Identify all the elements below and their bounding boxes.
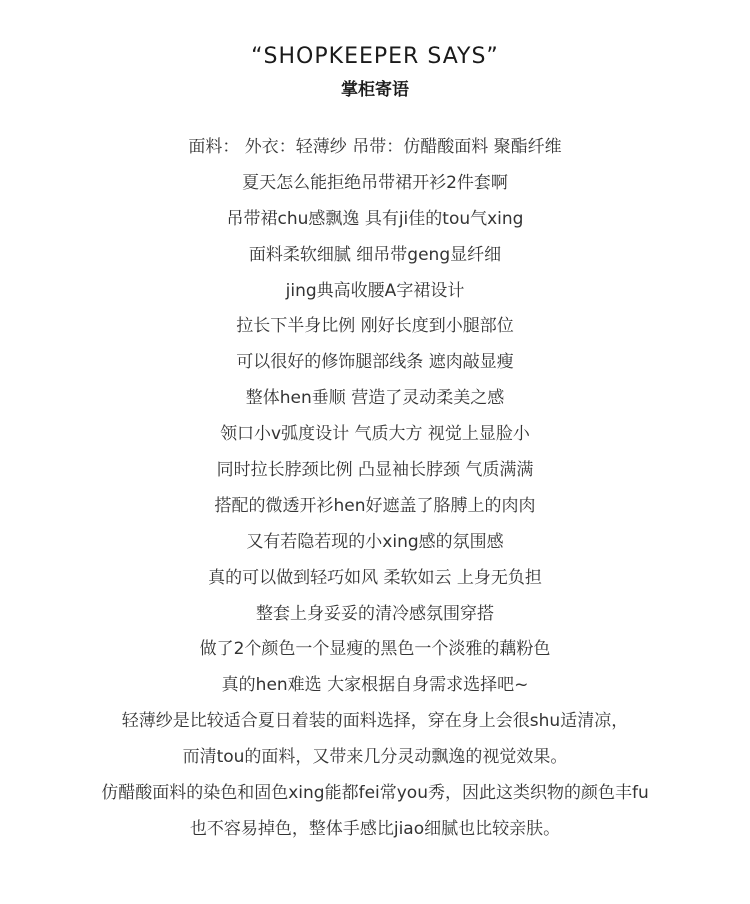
text-line: 拉长下半身比例 刚好长度到小腿部位	[236, 316, 514, 337]
text-line: 领口小v弧度设计 气质大方 视觉上显脸小	[220, 424, 530, 445]
text-line: 轻薄纱是比较适合夏日着装的面料选择，穿在身上会很shu适清凉，	[121, 711, 629, 732]
text-line: 做了2个颜色一个显瘦的黑色一个淡雅的藕粉色	[199, 639, 551, 660]
text-line: 同时拉长脖颈比例 凸显袖长脖颈 气质满满	[216, 460, 534, 481]
text-line: 真的可以做到轻巧如风 柔软如云 上身无负担	[208, 567, 542, 588]
text-line: 搭配的微透开衫hen好遮盖了胳膊上的肉肉	[214, 495, 536, 516]
text-line: 面料： 外衣：轻薄纱 吊带：仿醋酸面料 聚酯纤维	[188, 137, 562, 157]
text-line: 而清tou的面料，又带来几分灵动飘逸的视觉效果。	[182, 747, 568, 768]
description-text	[0, 130, 750, 848]
text-line: 整体hen垂顺 营造了灵动柔美之感	[245, 388, 505, 409]
text-line: 整套上身妥妥的清冷感氛围穿搭	[256, 603, 494, 624]
text-line: 可以很好的修饰腿部线条 遮肉敲显瘦	[236, 352, 514, 373]
page-title-cn: 掌柜寄语	[341, 80, 409, 100]
text-line: 也不容易掉色，整体手感比jiao细腻也比较亲肤。	[189, 818, 561, 839]
page-title-en: “SHOPKEEPER SAYS”	[251, 44, 499, 69]
page-header	[0, 38, 750, 104]
text-line: 真的hen难选 大家根据自身需求选择吧~	[221, 675, 529, 696]
text-line: 面料柔软细腻 细吊带geng显纤细	[248, 244, 502, 265]
text-line: jing典高收腰A字裙设计	[285, 280, 465, 301]
text-line: 仿醋酸面料的染色和固色xing能都fei常you秀，因此这类织物的颜色丰fu	[101, 783, 649, 804]
text-line: 吊带裙chu感飘逸 具有ji佳的tou气xing	[226, 208, 524, 229]
text-line: 又有若隐若现的小xing感的氛围感	[246, 531, 504, 552]
text-line: 夏天怎么能拒绝吊带裙开衫2件套啊	[242, 172, 508, 193]
